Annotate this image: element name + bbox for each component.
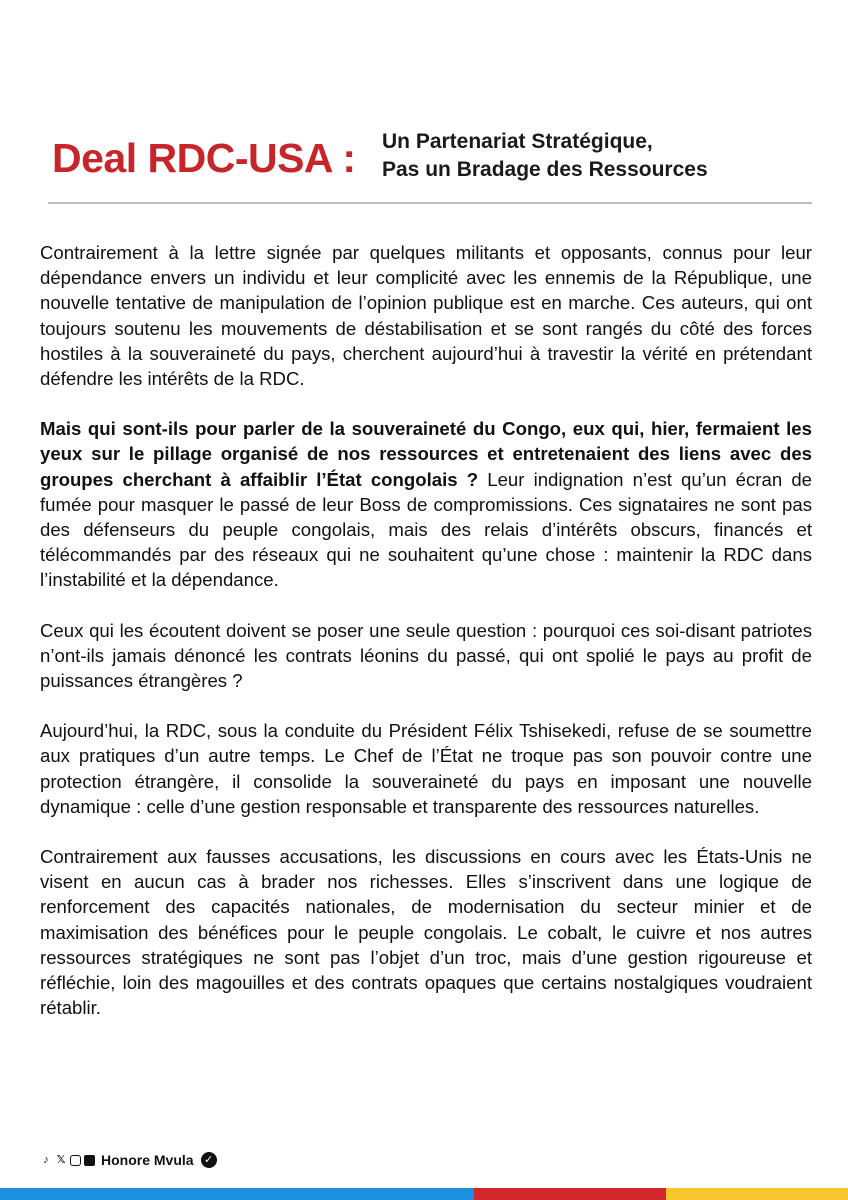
stripe-red — [474, 1188, 666, 1200]
paragraph-2 — [40, 416, 812, 592]
article-header — [48, 128, 798, 186]
page-subtitle — [382, 128, 708, 184]
verified-icon: ✓ — [201, 1152, 217, 1168]
paragraph-3-text: Ceux qui les écoutent doivent se poser une seule question : pourquoi ces soi-disant patriotes n’ont-ils jamais dénoncé les contrats léonins du passé, qui ont spolié le pays au profit de puissances étrangères ? — [40, 619, 812, 692]
paragraph-5 — [40, 844, 812, 1020]
facebook-icon — [84, 1155, 95, 1166]
author-footer — [40, 1150, 217, 1170]
paragraph-2-text: Leur indignation n’est qu’un écran de fumée pour masquer le passé de leur Boss de compromissions. Ces signataires ne sont pas des défenseurs du peuple congolais, mais des relais d’intérêts obscurs, financés et télécommandés par des réseaux qui ne souhaitent qu’une chose : maintenir la RDC dans l’instabilité et la dépendance. — [40, 468, 812, 591]
paragraph-4-text: Aujourd’hui, la RDC, sous la conduite du Président Félix Tshisekedi, refuse de se soumettre aux pratiques d’un autre temps. Le Chef de l’État ne troque pas son pouvoir contre une protection étrangère, il consolide la souveraineté du pays en imposant une nouvelle dynamique : celle d’une gestion responsable et transparente des ressources naturelles. — [40, 720, 812, 817]
tiktok-icon: ♪ — [43, 1154, 49, 1166]
paragraph-3 — [40, 618, 812, 694]
subtitle-line-1: Un Partenariat Stratégique, — [382, 130, 653, 153]
x-icon: 𝕏 — [56, 1154, 66, 1166]
paragraph-2-bold: Mais qui sont-ils pour parler de la souveraineté du Congo, eux qui, hier, fermaient les yeux sur le pillage organisé de nos ressources et entretenaient des liens avec des groupes cherchant à affaiblir l’État congolais ? — [40, 418, 812, 490]
subtitle-line-2: Pas un Bradage des Ressources — [382, 158, 708, 181]
paragraph-5-text: Contrairement aux fausses accusations, les discussions en cours avec les États-Unis ne visent en aucun cas à brader nos richesses. Elles s’inscrivent dans une logique de renforcement des capacités nationales, de modernisation du secteur minier et de maximisation des bénéfices pour le peuple congolais. Le cobalt, le cuivre et nos autres ressources stratégiques ne sont pas l’objet d’un troc, mais d’une gestion rigoureuse et réfléchie, loin des magouilles et des contrats opaques que certains nostalgiques voudraient rétablir. — [40, 846, 812, 1019]
author-name: Honore Mvula — [101, 1152, 194, 1168]
page-title: Deal RDC-USA : — [52, 135, 356, 181]
article-body — [40, 240, 812, 1045]
stripe-blue — [0, 1188, 474, 1200]
paragraph-4 — [40, 718, 812, 819]
header-divider — [48, 202, 812, 204]
paragraph-1-text: Contrairement à la lettre signée par quelques militants et opposants, connus pour leur dépendance envers un individu et leur complicité avec les ennemis de la République, une nouvelle tentative de manipulation de l’opinion publique est en marche. Ces auteurs, qui ont toujours soutenu les mouvements de déstabilisation et se sont rangés du côté des forces hostiles à la souveraineté du pays, cherchent aujourd’hui à travestir la vérité en prétendant défendre les intérêts de la RDC. — [40, 242, 812, 390]
paragraph-1 — [40, 240, 812, 391]
stripe-yellow — [666, 1188, 848, 1200]
instagram-icon — [70, 1155, 81, 1166]
